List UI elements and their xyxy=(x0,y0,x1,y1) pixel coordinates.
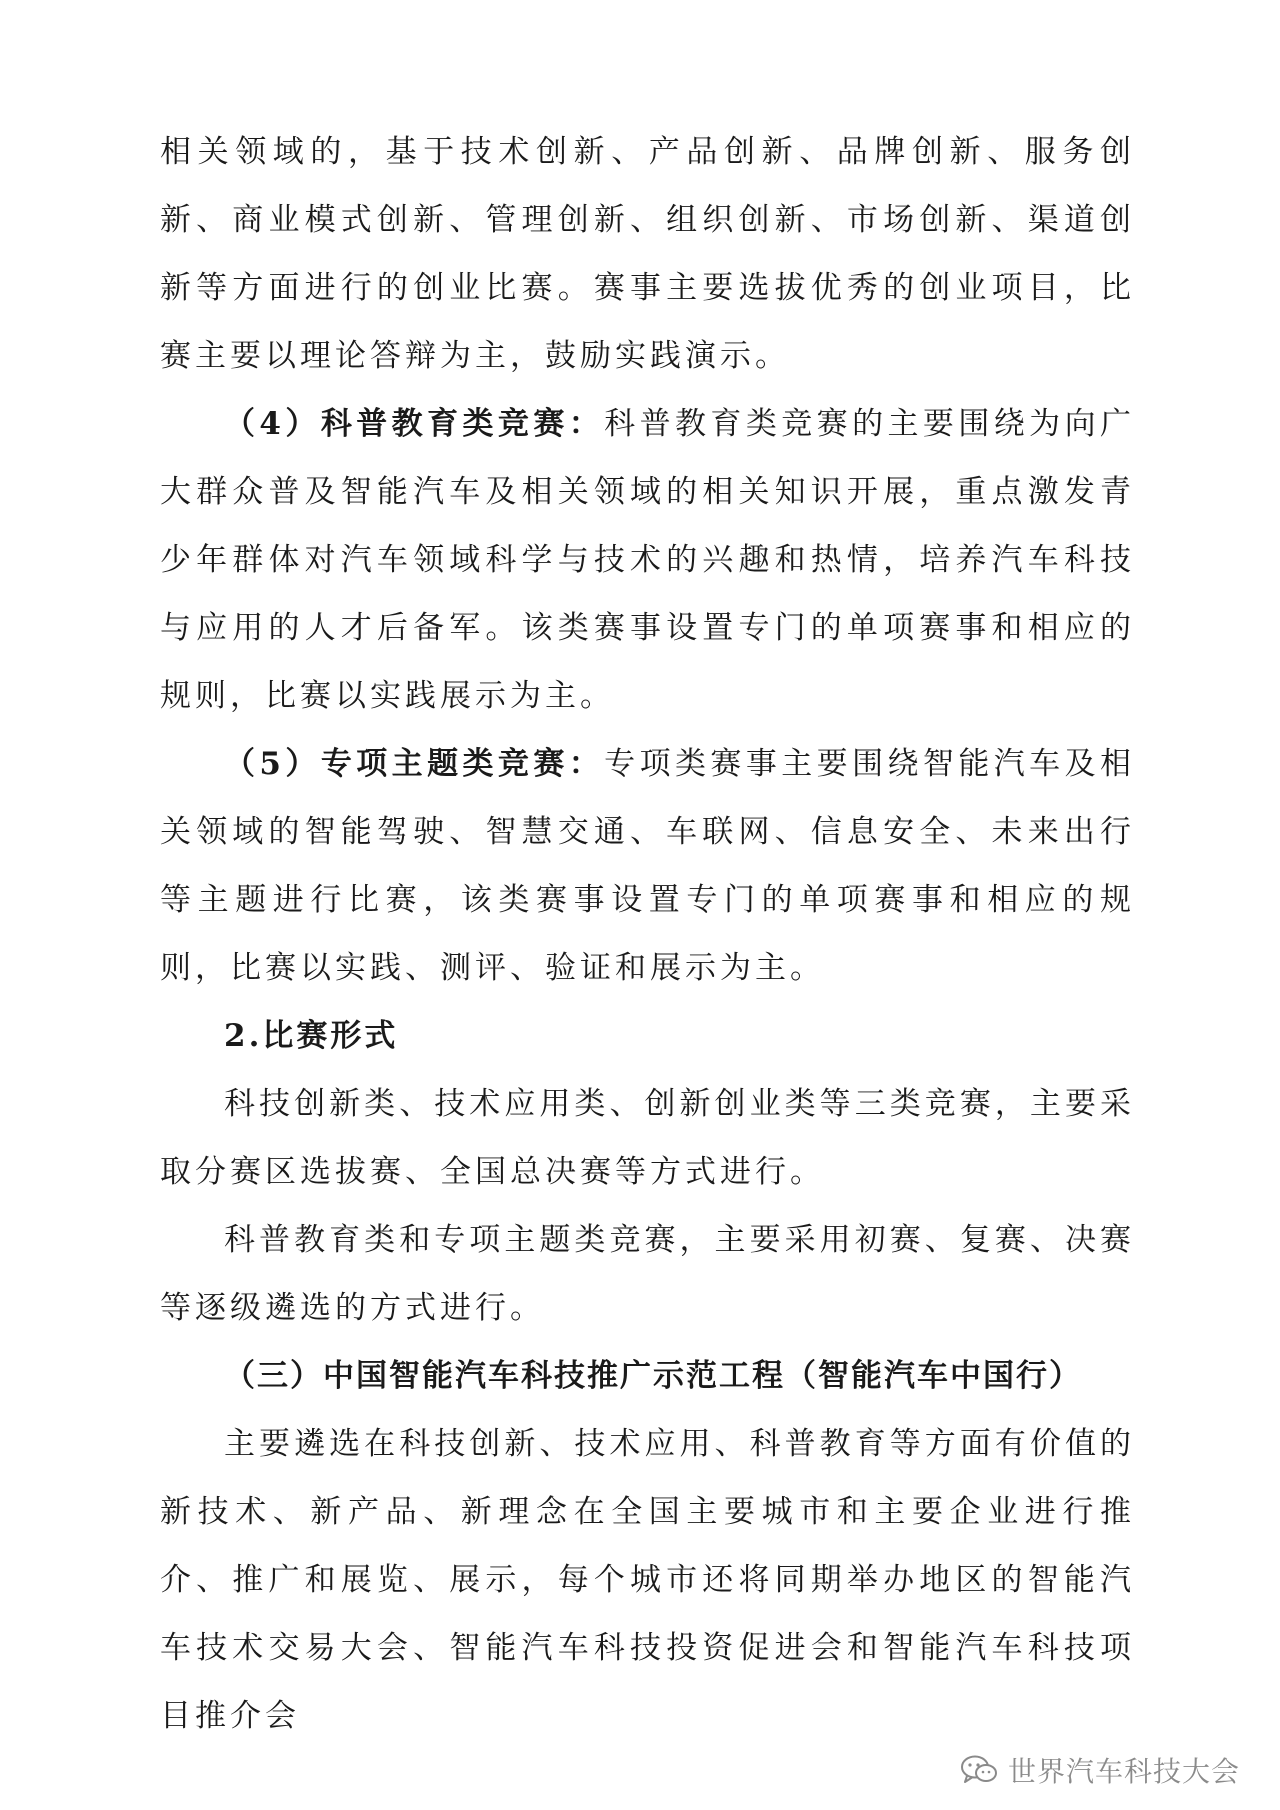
paragraph-2-heading: （4）科普教育类竞赛： xyxy=(224,406,605,442)
section-2-paragraph-2: 科普教育类和专项主题类竞赛，主要采用初赛、复赛、决赛等逐级遴选的方式进行。 xyxy=(160,1222,1135,1326)
wechat-watermark xyxy=(960,1748,1240,1792)
paragraph-1 xyxy=(160,118,1135,390)
paragraph-1-text: 相关领域的，基于技术创新、产品创新、品牌创新、服务创新、商业模式创新、管理创新、组织创新、市场创新、渠道创新等方面进行的创业比赛。赛事主要选拔优秀的创业项目，比赛主要以理论答辩为主，鼓励实践演示。 xyxy=(160,134,1135,374)
paragraph-3-text: 专项类赛事主要围绕智能汽车及相关领域的智能驾驶、智慧交通、车联网、信息安全、未来出行等主题进行比赛，该类赛事设置专门的单项赛事和相应的规则，比赛以实践、测评、验证和展示为主。 xyxy=(160,746,1135,986)
paragraph-2-text: 科普教育类竞赛的主要围绕为向广大群众普及智能汽车及相关领域的相关知识开展，重点激发青少年群体对汽车领域科学与技术的兴趣和热情，培养汽车科技与应用的人才后备军。该类赛事设置专门的单项赛事和相应的规则，比赛以实践展示为主。 xyxy=(160,406,1135,714)
paragraph-2 xyxy=(160,390,1135,730)
document-body xyxy=(160,118,1135,1750)
section-3-paragraph: 主要遴选在科技创新、技术应用、科普教育等方面有价值的新技术、新产品、新理念在全国主要城市和主要企业进行推介、推广和展览、展示，每个城市还将同期举办地区的智能汽车技术交易大会、智能汽车科技投资促进会和智能汽车科技项目推介会 xyxy=(160,1426,1135,1734)
section-3-heading: （三）中国智能汽车科技推广示范工程（智能汽车中国行） xyxy=(224,1358,1082,1394)
section-2-heading: 2.比赛形式 xyxy=(224,1018,399,1054)
paragraph-3-heading: （5）专项主题类竞赛： xyxy=(224,746,605,782)
watermark-text: 世界汽车科技大会 xyxy=(1007,1755,1240,1788)
section-2-paragraph-1: 科技创新类、技术应用类、创新创业类等三类竞赛，主要采取分赛区选拔赛、全国总决赛等方式进行。 xyxy=(160,1086,1135,1190)
wechat-icon xyxy=(960,1754,998,1786)
paragraph-3 xyxy=(160,730,1135,1002)
